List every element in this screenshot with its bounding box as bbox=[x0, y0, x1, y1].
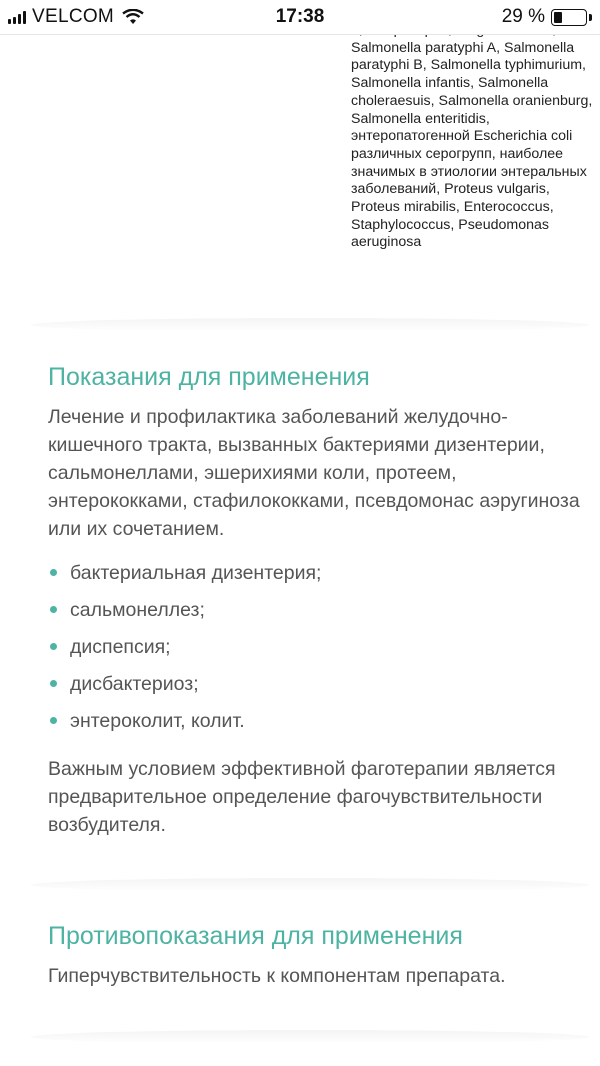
battery-cap bbox=[589, 14, 592, 21]
section-divider bbox=[30, 1030, 590, 1044]
status-bar bbox=[0, 0, 600, 35]
status-right bbox=[502, 6, 592, 28]
list-item: бактериальная дизентерия; bbox=[48, 556, 321, 593]
phagotherapy-note: Важным условием эффективной фаготерапии является предварительное определение фагочувствительности возбудителя. bbox=[48, 758, 556, 836]
bullet-icon bbox=[50, 606, 57, 613]
bullet-icon bbox=[50, 680, 57, 687]
battery-percent: 29 % bbox=[501, 6, 545, 27]
bullet-icon bbox=[50, 569, 57, 576]
list-item: дисбактериоз; bbox=[48, 667, 321, 704]
bullet-icon bbox=[50, 643, 57, 650]
list-item: сальмонеллез; bbox=[48, 593, 321, 630]
organism-list: Salmonella paratyphi A, Salmonella paratyphi B, Salmonella typhimurium, Salmonella infantis, Salmonella choleraesuis, Salmonella oranienburg, Salmonella enteritidis, энтеропатогенной Escherichia coli различных серогрупп, наиболее значимых в этиологии энтеральных заболеваний, Proteus vulgaris, Proteus mirabilis, Enterococcus, Staphylococcus, Pseudomonas aeruginosa bbox=[351, 39, 593, 251]
indications-title: Показания для применения bbox=[48, 363, 370, 391]
bullet-icon bbox=[50, 717, 57, 724]
battery-icon bbox=[551, 9, 587, 26]
list-item: энтероколит, колит. bbox=[48, 704, 321, 741]
indications-list bbox=[48, 556, 321, 741]
clock: 17:38 bbox=[275, 6, 325, 27]
section-divider bbox=[30, 878, 590, 892]
section-divider bbox=[30, 318, 590, 332]
indications-intro: Лечение и профилактика заболеваний желудочно-кишечного тракта, вызванных бактериями дизентерии, сальмонеллами, эшерихиями коли, протеем, энтерококками, стафилококками, псевдомонас аэругиноза или их сочетанием. bbox=[48, 406, 580, 540]
carrier-name: VELCOM bbox=[32, 6, 115, 27]
contraindications-title: Противопоказания для применения bbox=[48, 922, 463, 950]
contraindications-text: Гиперчувствительность к компонентам препарата. bbox=[48, 965, 506, 987]
list-item: диспепсия; bbox=[48, 630, 321, 667]
